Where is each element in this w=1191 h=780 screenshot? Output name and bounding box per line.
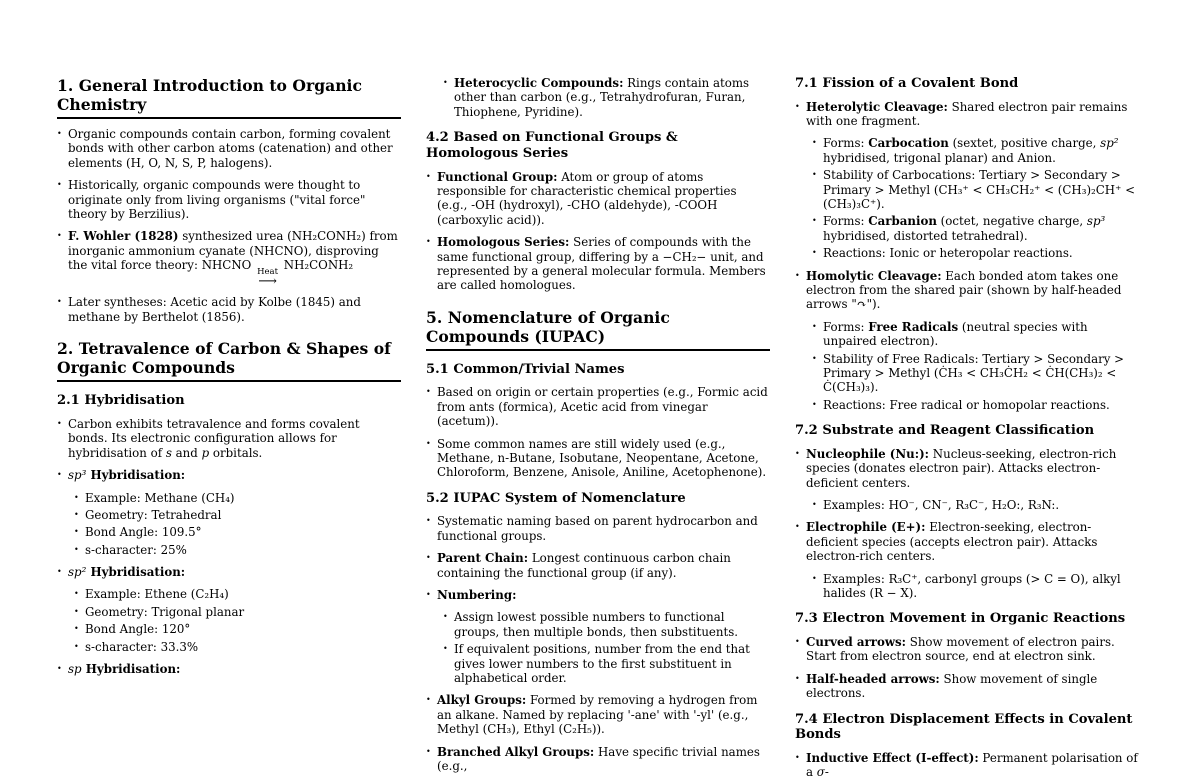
bullet-text — [85, 543, 401, 557]
bullet-text — [85, 622, 401, 636]
plain-text: NH₂CONH₂ — [280, 258, 354, 273]
bullet-item — [795, 447, 1139, 490]
bullet-icon: • — [443, 78, 448, 87]
bullet-text — [85, 508, 401, 522]
bullet-icon: • — [74, 492, 79, 502]
plain-text: Stability of Carbocations: Tertiary > Secondary > Primary > Methyl (CH₃⁺ < CH₃CH₂⁺ < (CH₃)₂CH⁺ < (CH₃)₃C⁺). — [823, 168, 1135, 212]
plain-text: Historically, organic compounds were thought to originate only from living organisms ("vital force" theory by Berzilius). — [68, 178, 366, 221]
reaction-arrow — [257, 267, 279, 290]
bullet-text — [437, 693, 770, 736]
bullet-text — [85, 640, 401, 654]
column-right — [795, 76, 1139, 780]
bullet-text — [823, 498, 1139, 512]
plain-text: Reactions: Free radical or homopolar reactions. — [823, 397, 1110, 412]
bullet-icon: • — [426, 387, 431, 397]
bullet-icon: • — [57, 297, 62, 307]
plain-text: and — [171, 445, 202, 460]
bullet-item — [74, 640, 401, 654]
plain-text: hybridised, trigonal planar) and Anion. — [823, 150, 1056, 165]
bullet-text — [806, 269, 1139, 312]
plain-text: Shared electron pair remains with one fragment. — [806, 99, 1128, 129]
bullet-icon: • — [74, 527, 79, 537]
bullet-icon: • — [795, 522, 800, 532]
bold-text: Homolytic Cleavage: — [806, 268, 942, 283]
bullet-text — [68, 417, 401, 460]
plain-text: Formed by removing a hydrogen from an alkane. Named by replacing '-ane' with '-yl' (e.g., Methyl (CH₃), Ethyl (C₂H₅)). — [437, 693, 758, 737]
bullet-text — [437, 235, 770, 293]
bullet-item — [795, 751, 1139, 780]
rightwards-arrow-icon: ⟶ — [258, 274, 277, 290]
plain-text: Show movement of electron pairs. Start from electron source, end at electron sink. — [806, 635, 1115, 664]
plain-text: Have specific trivial names (e.g., — [437, 744, 760, 773]
bullet-item — [812, 246, 1139, 260]
bullet-icon: • — [795, 101, 800, 111]
bold-text: Alkyl Groups: — [437, 693, 527, 708]
bullet-item — [426, 170, 770, 228]
plain-text: Permanent polarisation of a — [806, 751, 1138, 780]
bullet-icon: • — [426, 553, 431, 563]
bullet-icon: • — [57, 664, 62, 674]
bold-text: Heterolytic Cleavage: — [806, 99, 948, 114]
bullet-icon: • — [812, 216, 817, 226]
bold-text: Curved arrows: — [806, 635, 906, 650]
plain-text: Each bonded atom takes one electron from the shared pair (shown by half-headed arrows "↷"). — [806, 268, 1122, 312]
bullet-icon: • — [795, 753, 800, 763]
bullet-text — [454, 610, 770, 639]
bullet-icon: • — [812, 353, 817, 363]
bold-text: Nucleophile (Nu:): — [806, 446, 930, 461]
math-text: σ — [816, 765, 825, 780]
bullet-icon: • — [426, 590, 431, 600]
math-text: s — [165, 445, 172, 460]
plain-text: orbitals. — [209, 445, 263, 460]
plain-text: Examples: R₃C⁺, carbonyl groups (> C = O), alkyl halides (R − X). — [823, 571, 1121, 600]
bullet-text — [806, 447, 1139, 490]
bold-text: Carbocation — [868, 136, 949, 151]
bullet-item — [426, 514, 770, 543]
bullet-item — [74, 508, 401, 522]
bullet-icon: • — [57, 470, 62, 480]
bullet-icon: • — [812, 573, 817, 583]
bullet-icon: • — [57, 418, 62, 428]
subsection-heading: 7.1 Fission of a Covalent Bond — [795, 76, 1019, 91]
bullet-text — [823, 398, 1139, 412]
plain-text: Example: Methane (CH₄) — [85, 490, 235, 505]
bullet-text — [823, 320, 1139, 349]
bullet-text — [823, 572, 1139, 601]
bullet-item — [426, 385, 770, 428]
bullet-item — [57, 229, 401, 290]
math-text: sp — [68, 662, 82, 677]
bullet-text — [68, 295, 401, 324]
plain-text: hybridised, distorted tetrahedral). — [823, 228, 1028, 243]
bold-text: Heterocyclic Compounds: — [454, 76, 624, 90]
plain-text: Electron-seeking, electron-deficient species (accepts electron pair). Attacks electron-rich centers. — [806, 520, 1098, 564]
bullet-item — [74, 543, 401, 557]
section-heading: 2. Tetravalence of Carbon & Shapes of Organic Compounds — [57, 339, 401, 382]
bullet-icon: • — [426, 438, 431, 448]
bullet-item — [443, 642, 770, 685]
plain-text: Some common names are still widely used (e.g., Methane, n-Butane, Isobutane, Neopentane, Acetone, Chloroform, Benzene, Anisole, Aniline, Acetophenone). — [437, 436, 767, 480]
bullet-item — [57, 127, 401, 170]
bullet-item — [812, 168, 1139, 211]
bullet-item — [426, 745, 770, 774]
subsection-heading: 4.2 Based on Functional Groups & Homologous Series — [426, 130, 678, 161]
reaction-arrow-label: Heat — [257, 267, 279, 278]
bold-text: Branched Alkyl Groups: — [437, 744, 595, 759]
bullet-icon: • — [74, 624, 79, 634]
bullet-text — [68, 662, 401, 676]
bullet-text — [823, 246, 1139, 260]
bullet-item — [74, 491, 401, 505]
plain-text: Systematic naming based on parent hydrocarbon and functional groups. — [437, 514, 758, 543]
bullet-text — [823, 352, 1139, 395]
plain-text: (neutral species with unpaired electron). — [823, 319, 1088, 349]
bullet-text — [454, 642, 770, 685]
plain-text: Reactions: Ionic or heteropolar reactions. — [823, 246, 1073, 261]
plain-text: s-character: 33.3% — [85, 639, 199, 654]
bullet-item — [57, 295, 401, 324]
bullet-item — [57, 662, 401, 676]
subsection-heading: 5.2 IUPAC System of Nomenclature — [426, 490, 686, 506]
bullet-item — [443, 610, 770, 639]
bullet-icon: • — [812, 399, 817, 409]
plain-text: - — [824, 765, 829, 780]
bullet-icon: • — [426, 171, 431, 181]
bullet-item — [795, 672, 1139, 701]
plain-text: Forms: — [823, 214, 869, 229]
bullet-item — [74, 525, 401, 539]
bullet-item — [795, 520, 1139, 563]
bullet-text — [454, 76, 770, 119]
plain-text: Bond Angle: 109.5° — [85, 525, 202, 540]
bullet-item — [443, 76, 770, 119]
bullet-icon: • — [426, 516, 431, 526]
bullet-item — [57, 178, 401, 221]
bold-text: Carbanion — [868, 214, 937, 229]
bullet-text — [806, 751, 1139, 780]
subsection-heading: 2.1 Hybridisation — [57, 393, 185, 409]
plain-text: Show movement of single electrons. — [806, 671, 1098, 701]
bullet-text — [806, 635, 1139, 664]
plain-text: Forms: — [823, 319, 869, 334]
subsection-heading: 7.2 Substrate and Reagent Classification — [795, 423, 1095, 439]
bullet-text — [823, 168, 1139, 211]
bullet-text — [806, 100, 1139, 129]
bullet-text — [437, 385, 770, 428]
bullet-item — [812, 398, 1139, 412]
math-text: p — [201, 445, 210, 460]
bullet-text — [85, 587, 401, 601]
bullet-text — [85, 525, 401, 539]
bullet-text — [437, 588, 770, 602]
math-text: sp³ — [68, 468, 87, 483]
plain-text: Rings contain atoms other than carbon (e.g., Tetrahydrofuran, Furan, Thiophene, Pyridine). — [454, 76, 750, 119]
bold-text: Free Radicals — [868, 319, 959, 334]
plain-text: Stability of Free Radicals: Tertiary > Secondary > Primary > Methyl (ĊH₃ < CH₃ĊH₂ < ĊH(CH₃)₂ < Ċ(CH₃)₃). — [823, 351, 1125, 395]
plain-text: Series of compounds with the same functional group, differing by a −CH₂− unit, and represented by a general molecular formula. Members are called homologues. — [437, 235, 766, 293]
bullet-icon: • — [443, 612, 448, 622]
bullet-icon: • — [57, 129, 62, 139]
plain-text: If equivalent positions, number from the end that gives lower numbers to the first substituent in alphabetical order. — [454, 642, 750, 685]
plain-text: Example: Ethene (C₂H₄) — [85, 587, 229, 602]
bullet-text — [823, 214, 1139, 243]
bullet-text — [68, 178, 401, 221]
bold-text: Functional Group: — [437, 169, 558, 184]
bullet-item — [57, 417, 401, 460]
bullet-item — [812, 320, 1139, 349]
plain-text: (octet, negative charge, — [936, 214, 1087, 229]
bullet-text — [806, 520, 1139, 563]
math-text: sp² — [1100, 136, 1119, 151]
bold-text: Hybridisation: — [81, 662, 181, 677]
bold-text: F. Wohler (1828) — [68, 229, 179, 244]
bullet-icon: • — [812, 500, 817, 509]
bullet-icon: • — [812, 321, 817, 331]
bullet-text — [68, 565, 401, 579]
bullet-icon: • — [812, 138, 817, 148]
bold-text: Parent Chain: — [437, 551, 529, 566]
plain-text: Geometry: Trigonal planar — [85, 604, 245, 619]
bullet-item — [426, 437, 770, 480]
bullet-item — [74, 605, 401, 619]
bullet-text — [437, 437, 770, 480]
bullet-icon: • — [57, 180, 62, 190]
plain-text: s-character: 25% — [85, 542, 187, 557]
bullet-icon: • — [74, 589, 79, 599]
plain-text: Forms: — [823, 136, 869, 151]
bullet-text — [437, 170, 770, 228]
subsection-heading: 5.1 Common/Trivial Names — [426, 361, 625, 377]
bullet-item — [426, 551, 770, 580]
bullet-icon: • — [795, 448, 800, 458]
bullet-item — [426, 693, 770, 736]
plain-text: Bond Angle: 120° — [85, 622, 191, 637]
section-heading: 1. General Introduction to Organic Chemistry — [57, 76, 401, 119]
bullet-text — [437, 745, 770, 774]
bullet-icon: • — [443, 644, 448, 654]
bullet-icon: • — [812, 248, 817, 258]
bullet-icon: • — [795, 270, 800, 280]
math-text: sp² — [68, 565, 87, 580]
bullet-icon: • — [74, 544, 79, 554]
bold-text: Numbering: — [437, 588, 517, 603]
plain-text: Later syntheses: Acetic acid by Kolbe (1845) and methane by Berthelot (1856). — [68, 295, 361, 324]
bullet-icon: • — [426, 237, 431, 247]
section-heading: 5. Nomenclature of Organic Compounds (IUPAC) — [426, 308, 770, 351]
plain-text: Longest continuous carbon chain containing the functional group (if any). — [437, 551, 731, 580]
bullet-icon: • — [74, 641, 79, 651]
bullet-text — [806, 672, 1139, 701]
bullet-icon: • — [426, 746, 431, 756]
bullet-icon: • — [74, 606, 79, 616]
bullet-item — [795, 100, 1139, 129]
bullet-icon: • — [426, 695, 431, 705]
bullet-icon: • — [57, 231, 62, 241]
bullet-item — [57, 565, 401, 579]
bullet-icon: • — [795, 637, 800, 647]
bold-text: Hybridisation: — [86, 565, 186, 580]
plain-text: Assign lowest possible numbers to functional groups, then multiple bonds, then substituents. — [454, 610, 739, 639]
bullet-text — [823, 136, 1139, 165]
bullet-icon: • — [57, 567, 62, 577]
bullet-item — [795, 635, 1139, 664]
plain-text: Examples: HO⁻, CN⁻, R₃C⁻, H₂O:, R₃N:. — [823, 498, 1060, 512]
plain-text: Organic compounds contain carbon, forming covalent bonds with other carbon atoms (catenation) and other elements (H, O, N, S, P, halogens). — [68, 127, 393, 170]
bullet-text — [85, 605, 401, 619]
bullet-item — [812, 214, 1139, 243]
bold-text: Homologous Series: — [437, 235, 570, 250]
bullet-item — [74, 587, 401, 601]
subsection-heading: 7.3 Electron Movement in Organic Reactions — [795, 611, 1126, 627]
bold-text: Inductive Effect (I-effect): — [806, 751, 979, 766]
bullet-item — [812, 498, 1139, 512]
plain-text: Geometry: Tetrahedral — [85, 507, 222, 522]
bold-text: Hybridisation: — [86, 468, 186, 483]
column-left — [57, 76, 401, 677]
bullet-icon: • — [74, 509, 79, 519]
bullet-item — [812, 572, 1139, 601]
plain-text: synthesized urea (NH₂CONH₂) from inorganic ammonium cyanate (NHCNO), disproving the vital force theory: NHCNO — [68, 229, 398, 273]
bullet-item — [426, 588, 770, 602]
bullet-text — [68, 229, 401, 290]
bullet-text — [68, 127, 401, 170]
plain-text: Atom or group of atoms responsible for characteristic chemical properties (e.g., -OH (hydroxyl), -CHO (aldehyde), -COOH (carboxylic acid)). — [437, 169, 737, 227]
column-center — [426, 76, 770, 773]
subsection-heading: 7.4 Electron Displacement Effects in Covalent Bonds — [795, 711, 1133, 743]
bullet-text — [85, 491, 401, 505]
bullet-item — [426, 235, 770, 293]
plain-text: (sextet, positive charge, — [948, 136, 1101, 151]
bullet-text — [437, 551, 770, 580]
bullet-icon: • — [812, 170, 817, 180]
bullet-item — [812, 352, 1139, 395]
bullet-text — [437, 514, 770, 543]
bold-text: Electrophile (E+): — [806, 520, 926, 535]
bullet-item — [795, 269, 1139, 312]
bold-text: Half-headed arrows: — [806, 671, 940, 686]
plain-text: Carbon exhibits tetravalence and forms covalent bonds. Its electronic configuration allows for hybridisation of — [68, 416, 360, 460]
bullet-icon: • — [795, 673, 800, 683]
bullet-text — [68, 468, 401, 482]
math-text: sp³ — [1086, 214, 1106, 229]
bullet-item — [812, 136, 1139, 165]
plain-text: Nucleus-seeking, electron-rich species (donates electron pair). Attacks electron-deficient centers. — [806, 446, 1117, 490]
bullet-item — [57, 468, 401, 482]
plain-text: Based on origin or certain properties (e.g., Formic acid from ants (formica), Acetic acid from vinegar (acetum)). — [437, 385, 768, 429]
bullet-item — [74, 622, 401, 636]
